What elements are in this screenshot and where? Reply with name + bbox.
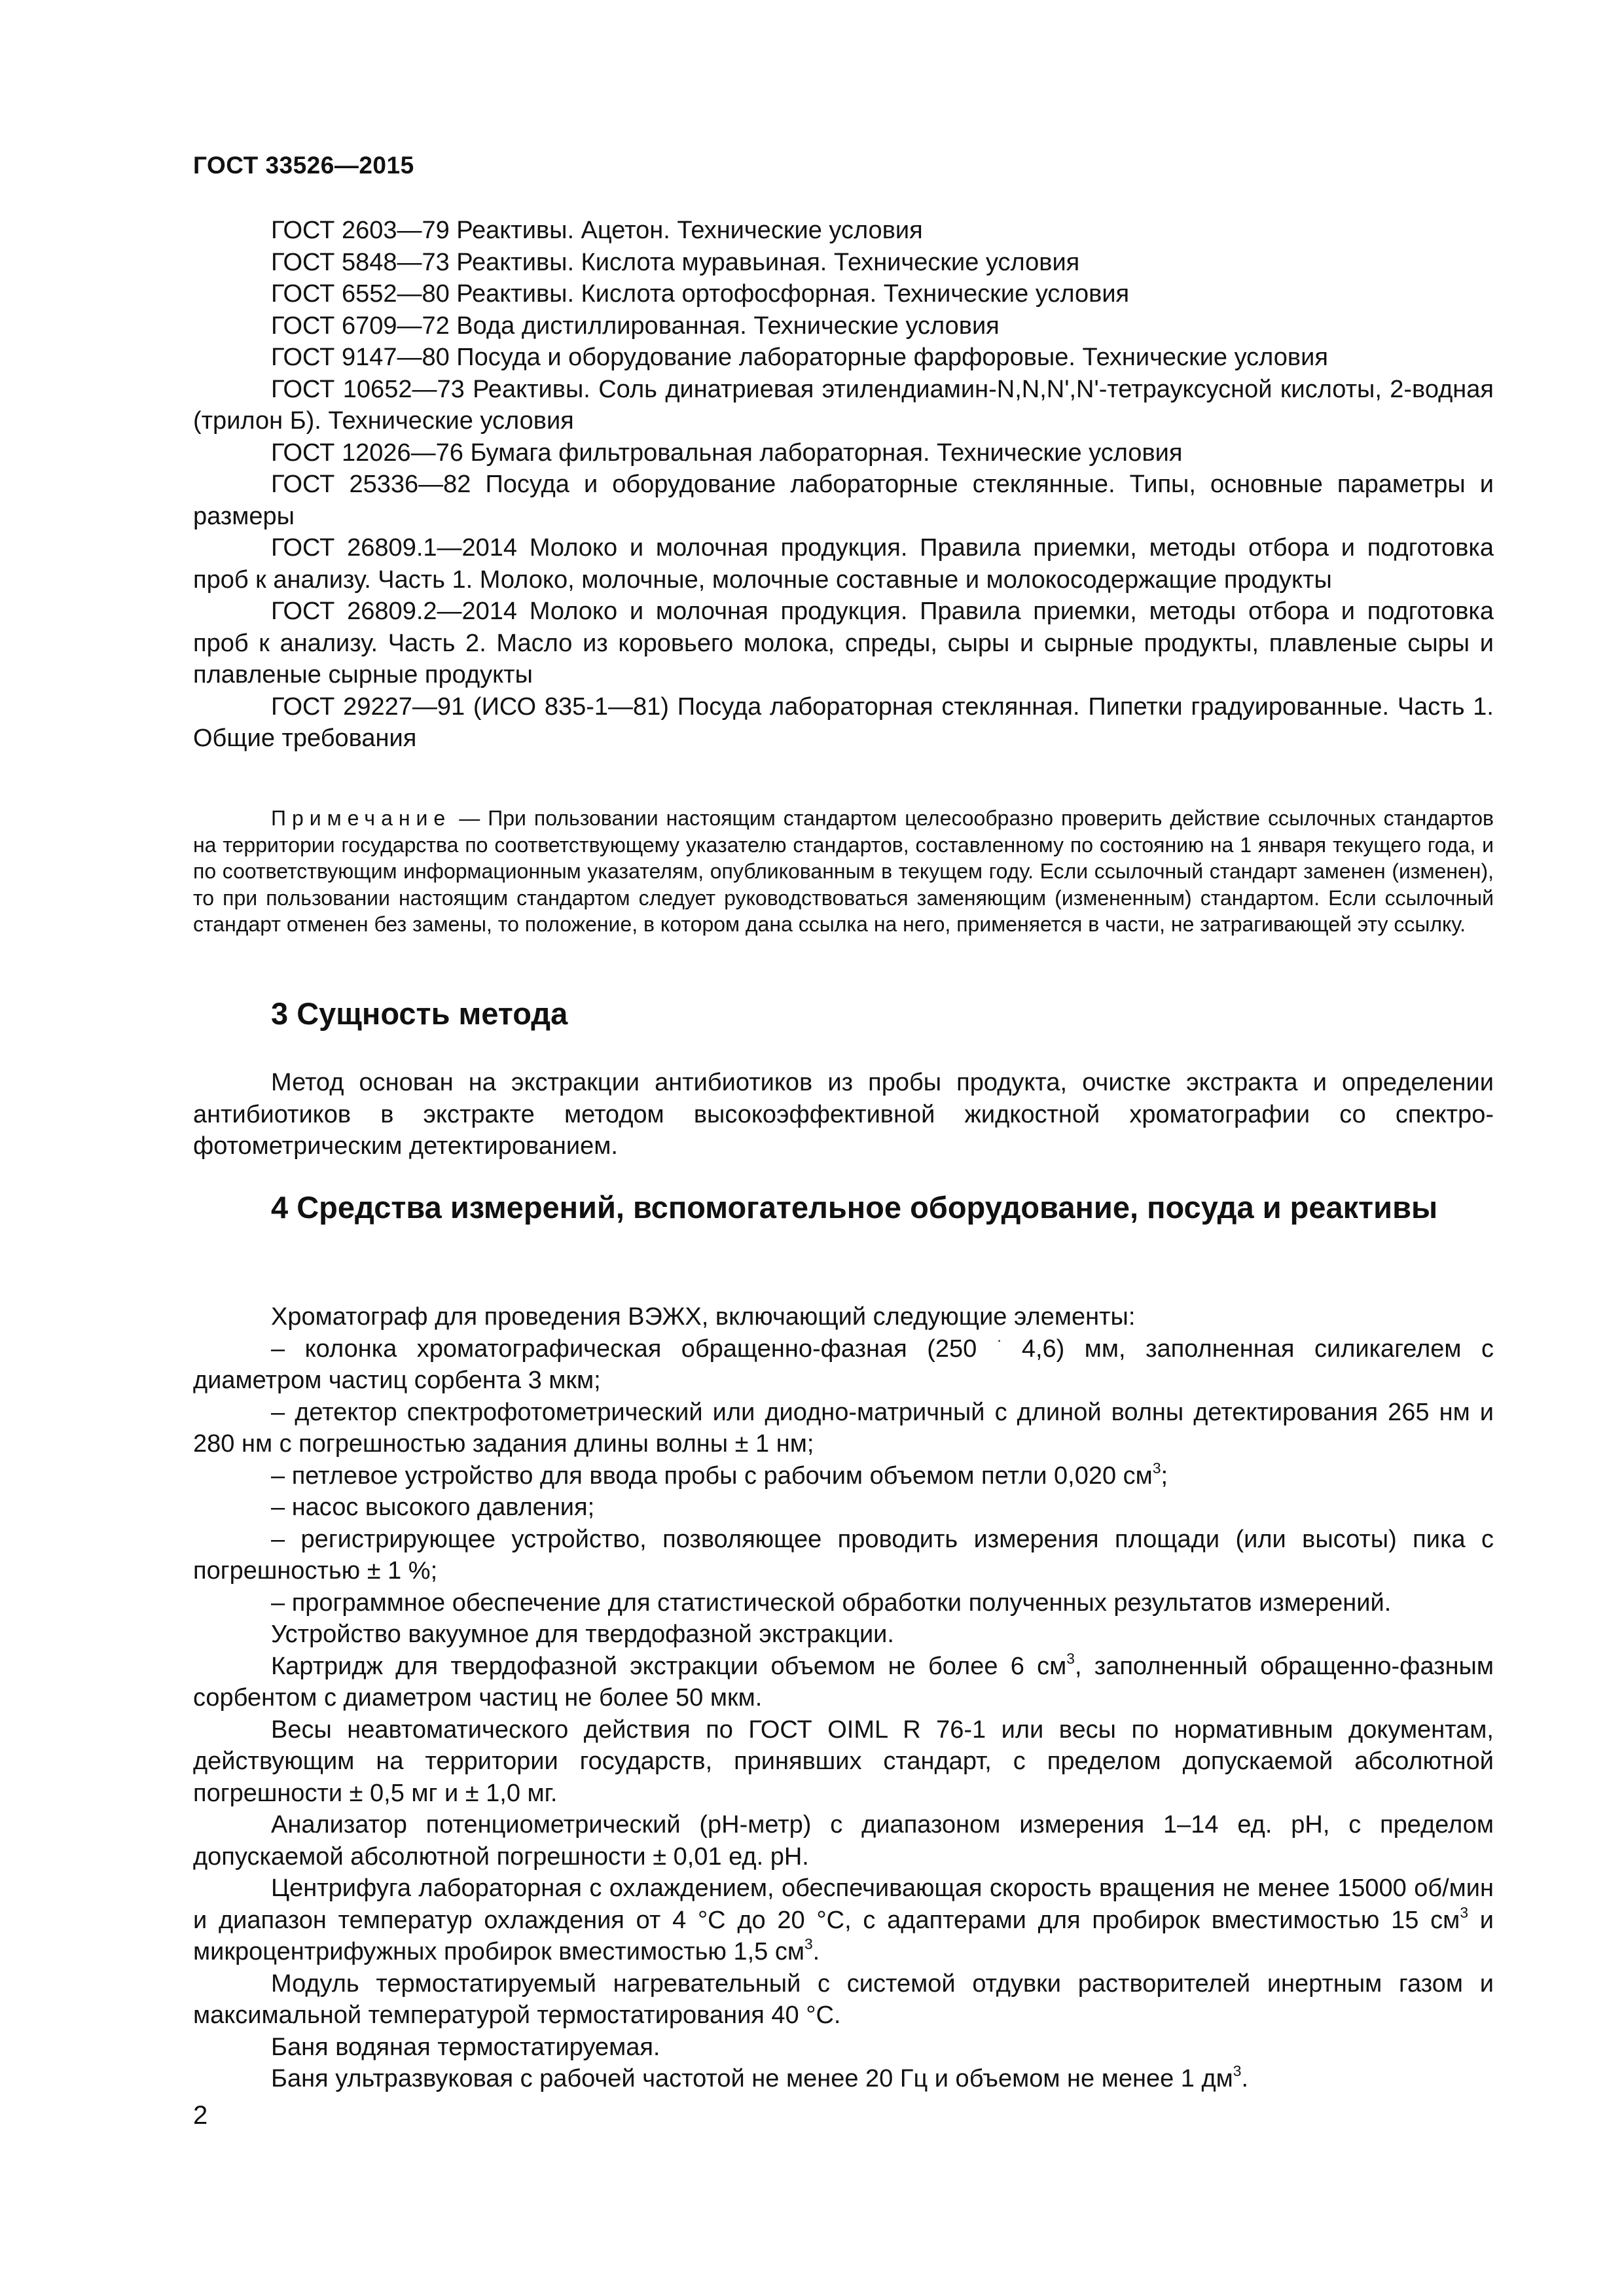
reference-item: ГОСТ 6552—80 Реактивы. Кислота ортофосфорная. Технические условия bbox=[271, 280, 1130, 308]
equipment-scales: Весы неавтоматического действия по ГОСТ OIML R 76-1 или весы по нормативным документам, действующим на территории государств, принявших стандарт, с пределом допускаемой абсолютной погрешности ± 0,5 мг и ± 1,0 мг. bbox=[193, 1715, 1494, 1807]
equipment-ultrasonic-bath: Баня ультразвуковая с рабочей частотой не менее 20 Гц и объемом не менее 1 $дм^3$. bbox=[271, 2062, 1249, 2092]
section-4-heading: 4 Средства измерений, вспомогательное оборудование, посуда и реактивы bbox=[271, 1190, 1438, 1225]
reference-item: ГОСТ 10652—73 Реактивы. Соль динатриевая этилендиамин-N,N,N',N'-тетрауксусной кислоты, 2-водная (трилон Б). Технические условия bbox=[193, 375, 1494, 435]
equipment-heater: Модуль термостатируемый нагревательный с системой отдувки растворителей инертным газом и максимальной температурой термостатирования 40 °С. bbox=[193, 1969, 1494, 2029]
equipment-ph-meter: Анализатор потенциометрический (рН-метр) с диапазоном измерения 1–14 ед. рН, с пределом допускаемой абсолютной погрешности ± 0,01 ед. рН. bbox=[193, 1811, 1494, 1871]
section-4-body bbox=[193, 1301, 1494, 2095]
reference-item: ГОСТ 26809.1—2014 Молоко и молочная продукция. Правила приемки, методы отбора и подготовка проб к анализу. Часть 1. Молоко, молочные, молочные составные и молокосодержащие продукты bbox=[193, 534, 1494, 594]
multiplication-dot: · bbox=[996, 1331, 1002, 1348]
reference-item: ГОСТ 2603—79 Реактивы. Ацетон. Технические условия bbox=[271, 217, 923, 244]
equipment-recorder: – регистрирующее устройство, позволяющее проводить измерения площади (или высоты) пика с погрешностью ± 1 %; bbox=[193, 1525, 1494, 1585]
superscript-3: 3 bbox=[804, 1935, 813, 1953]
note-label: Примечание bbox=[271, 806, 452, 830]
reference-item: ГОСТ 29227—91 (ИСО 835-1—81) Посуда лабораторная стеклянная. Пипетки градуированные. Часть 1. Общие требования bbox=[193, 692, 1494, 752]
section-3-body bbox=[193, 1067, 1494, 1162]
superscript-3: 3 bbox=[1152, 1459, 1161, 1477]
equipment-vacuum: Устройство вакуумное для твердофазной экстракции. bbox=[271, 1621, 894, 1648]
equipment-centrifuge: Центрифуга лабораторная с охлаждением, обеспечивающая скорость вращения не менее 15000 об/мин и диапазон температур охлаждения от 4 °С до 20 °С, с адаптерами для пробирок вместимостью 15 $см^3$ и микроцентрифужных пробирок вместимостью 1,5 $см^3$. bbox=[193, 1874, 1494, 1965]
normative-references-list bbox=[193, 215, 1494, 755]
superscript-3: 3 bbox=[1460, 1903, 1468, 1921]
equipment-water-bath: Баня водяная термостатируемая. bbox=[271, 2033, 660, 2061]
reference-item: ГОСТ 12026—76 Бумага фильтровальная лабораторная. Технические условия bbox=[271, 439, 1183, 467]
note-text: — При пользовании настоящим стандартом целесообразно проверить действие ссылочных стандартов на территории государства по соответствующему указателю стандартов, составленному по состоянию на 1 января текущего года, и по соответствующим информационным указателям, опубликованным в текущем году. Если ссылочный стандарт заменен (изменен), то при пользовании настоящим стандартом следует руководствоваться заменяющим (измененным) стандартом. Если ссылочный стандарт отменен без замены, то положение, в котором дана ссылка на него, применяется в части, не затрагивающей эту ссылку. bbox=[193, 806, 1494, 936]
page-header-doc-id: ГОСТ 33526—2015 bbox=[193, 152, 414, 179]
reference-item: ГОСТ 9147—80 Посуда и оборудование лабораторные фарфоровые. Технические условия bbox=[271, 344, 1328, 371]
superscript-3: 3 bbox=[1233, 2062, 1242, 2080]
equipment-column: – колонка хроматографическая обращенно-фазная (250 · 4,6) мм, заполненная силикагелем с диаметром частиц сорбента 3 мкм; bbox=[193, 1331, 1494, 1394]
equipment-detector: – детектор спектрофотометрический или диодно-матричный с длиной волны детектирования 265 нм и 280 нм с погрешностью задания длины волны ± 1 нм; bbox=[193, 1398, 1494, 1458]
note-block bbox=[193, 805, 1494, 938]
chromatograph-intro: Хроматограф для проведения ВЭЖХ, включающий следующие элементы: bbox=[271, 1303, 1136, 1331]
equipment-loop: – петлевое устройство для ввода пробы с рабочим объемом петли 0,020 $см^3$; bbox=[271, 1459, 1168, 1490]
note-paragraph bbox=[193, 805, 1494, 938]
reference-item: ГОСТ 6709—72 Вода дистиллированная. Технические условия bbox=[271, 312, 1000, 340]
superscript-3: 3 bbox=[1066, 1649, 1075, 1667]
reference-item: ГОСТ 5848—73 Реактивы. Кислота муравьиная. Технические условия bbox=[271, 248, 1080, 276]
section-3-heading: 3 Сущность метода bbox=[271, 996, 568, 1031]
equipment-software: – программное обеспечение для статистической обработки полученных результатов измерений. bbox=[271, 1588, 1392, 1617]
reference-item: ГОСТ 25336—82 Посуда и оборудование лабораторные стеклянные. Типы, основные параметры и размеры bbox=[193, 471, 1494, 530]
equipment-pump: – насос высокого давления; bbox=[271, 1494, 595, 1521]
page-number: 2 bbox=[193, 2101, 208, 2130]
equipment-cartridge: Картридж для твердофазной экстракции объемом не более 6 $см^3$, заполненный обращенно-фазным сорбентом с диаметром частиц не более 50 мкм. bbox=[193, 1649, 1494, 1712]
reference-item: ГОСТ 26809.2—2014 Молоко и молочная продукция. Правила приемки, методы отбора и подготовка проб к анализу. Часть 2. Масло из коровьего молока, спреды, сыры и сырные продукты, плавленые сыры и плавленые сырные продукты bbox=[193, 598, 1494, 689]
method-paragraph: Метод основан на экстракции антибиотиков из пробы продукта, очистке экстракта и определении антибиотиков в экстракте методом высокоэффективной жидкостной хроматографии со спектрофотометрическим детектированием. bbox=[193, 1069, 1494, 1160]
